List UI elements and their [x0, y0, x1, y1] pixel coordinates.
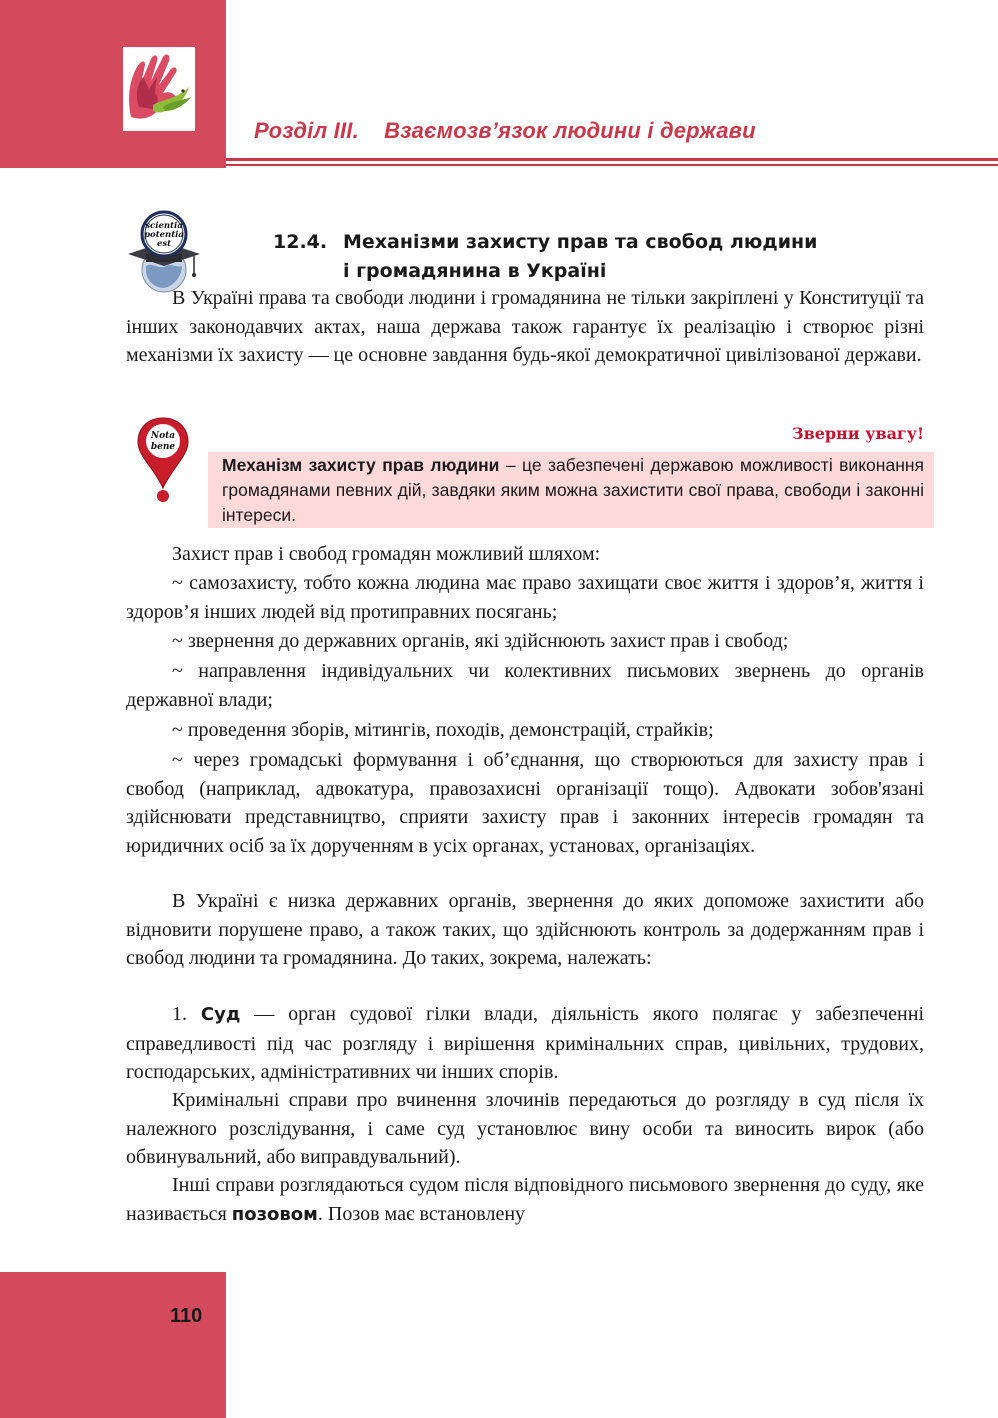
- other-cases-paragraph: [126, 1171, 924, 1229]
- other-cases-end: . Позов має встановлену: [317, 1202, 526, 1225]
- criminal-paragraph: Кримінальні справи про вчинення злочинів передаються до розгляду в суд після їх належного розслідування, і саме суд установлює вину особи та виносить вирок (або обвинувальний, або виправдувальний).: [126, 1089, 924, 1168]
- organs-intro: В Україні є низка державних органів, звернення до яких допоможе захистити або відновити порушене право, а також таких, що здійснюють контроль за додержанням прав і свобод людини та громадянина. До таких, зокрема, належать:: [126, 890, 924, 969]
- footer-side-bar: [0, 1272, 226, 1418]
- section-title-line-2: і громадянина в Україні: [343, 260, 607, 282]
- pin-word-2: bene: [150, 442, 176, 452]
- court-number: 1.: [172, 1003, 201, 1025]
- chapter-title: Розділ ІІІ. Взаємозв’язок людини і держави: [254, 118, 756, 143]
- scientia-potentia-est-logo: [124, 208, 204, 296]
- definition-text: [222, 453, 924, 528]
- attention-label: Зверни увагу!: [792, 424, 924, 443]
- logo-word-2: potentia: [144, 230, 184, 240]
- intro-paragraph: В Україні права та свободи людини і громадянина не тільки закріплені у Конституції та інших законодавчих актах, наша держава також гарантує їх реалізацію і створює різні механізми їх захисту — це основне завдання будь-якої демократичної цивілізованої держави.: [126, 287, 924, 366]
- way-item-1: ~ самозахисту, тобто кожна людина має право захищати своє життя і здоров’я, життя і здоров’я інших людей від протиправних посягань;: [126, 572, 924, 623]
- page-number: 110: [170, 1305, 203, 1327]
- logo-word-3: est: [156, 239, 172, 249]
- court-paragraph: [126, 1000, 924, 1087]
- graduation-globe-icon: [124, 208, 204, 296]
- way-item-2: ~ звернення до державних органів, які здійснюють захист прав і свобод;: [172, 630, 789, 652]
- way-item-4: ~ проведення зборів, мітингів, походів, демонстрацій, страйків;: [172, 719, 714, 741]
- header-rule: [226, 158, 998, 161]
- nota-bene-pin: [134, 416, 192, 506]
- definition-body: – це забезпечені державою можливості виконання громадянами певних дій, завдяки яким можна захистити свої права, свободи і законні інтереси.: [222, 455, 924, 525]
- hands-dove-icon: [123, 47, 195, 131]
- court-term: Суд: [200, 1004, 241, 1025]
- lawsuit-term: позовом: [231, 1203, 318, 1225]
- court-text: — орган судової гілки влади, діяльність якого полягає у забезпеченні справедливості під час розгляду і вирішення кримінальних справ, цивільних, трудових, господарських, адміністративних чи інших спорів.: [126, 1003, 925, 1083]
- header-rule-thin: [226, 164, 998, 166]
- section-title-line-1: Механізми захисту прав та свобод людини: [343, 231, 818, 253]
- way-item-3: ~ направлення індивідуальних чи колективних письмових звернень до органів державної влади;: [126, 660, 924, 711]
- other-cases-start: Інші справи розглядаються судом після відповідного письмового звернення до суду, яке називається: [126, 1174, 924, 1225]
- pin-word-1: Nota: [150, 431, 176, 441]
- section-title: [273, 228, 817, 286]
- section-number: 12.4.: [273, 231, 328, 253]
- ways-intro: Захист прав і свобод громадян можливий шляхом:: [172, 543, 601, 565]
- way-item-5: ~ через громадські формування і об’єднання, що створюються для захисту прав і свобод (наприклад, адвокатура, правозахисні організації тощо). Адвокати зобов'язані здійснювати представництво, сприяти захисту прав і законних інтересів громадян та юридичних осіб за їх дорученням в усіх органах, установах, організаціях.: [126, 749, 924, 857]
- definition-term: Механізм захисту прав людини: [222, 455, 500, 475]
- nota-bene-pin-icon: [134, 416, 192, 506]
- hands-dove-logo: [123, 47, 195, 131]
- logo-word-1: scientia: [145, 221, 183, 231]
